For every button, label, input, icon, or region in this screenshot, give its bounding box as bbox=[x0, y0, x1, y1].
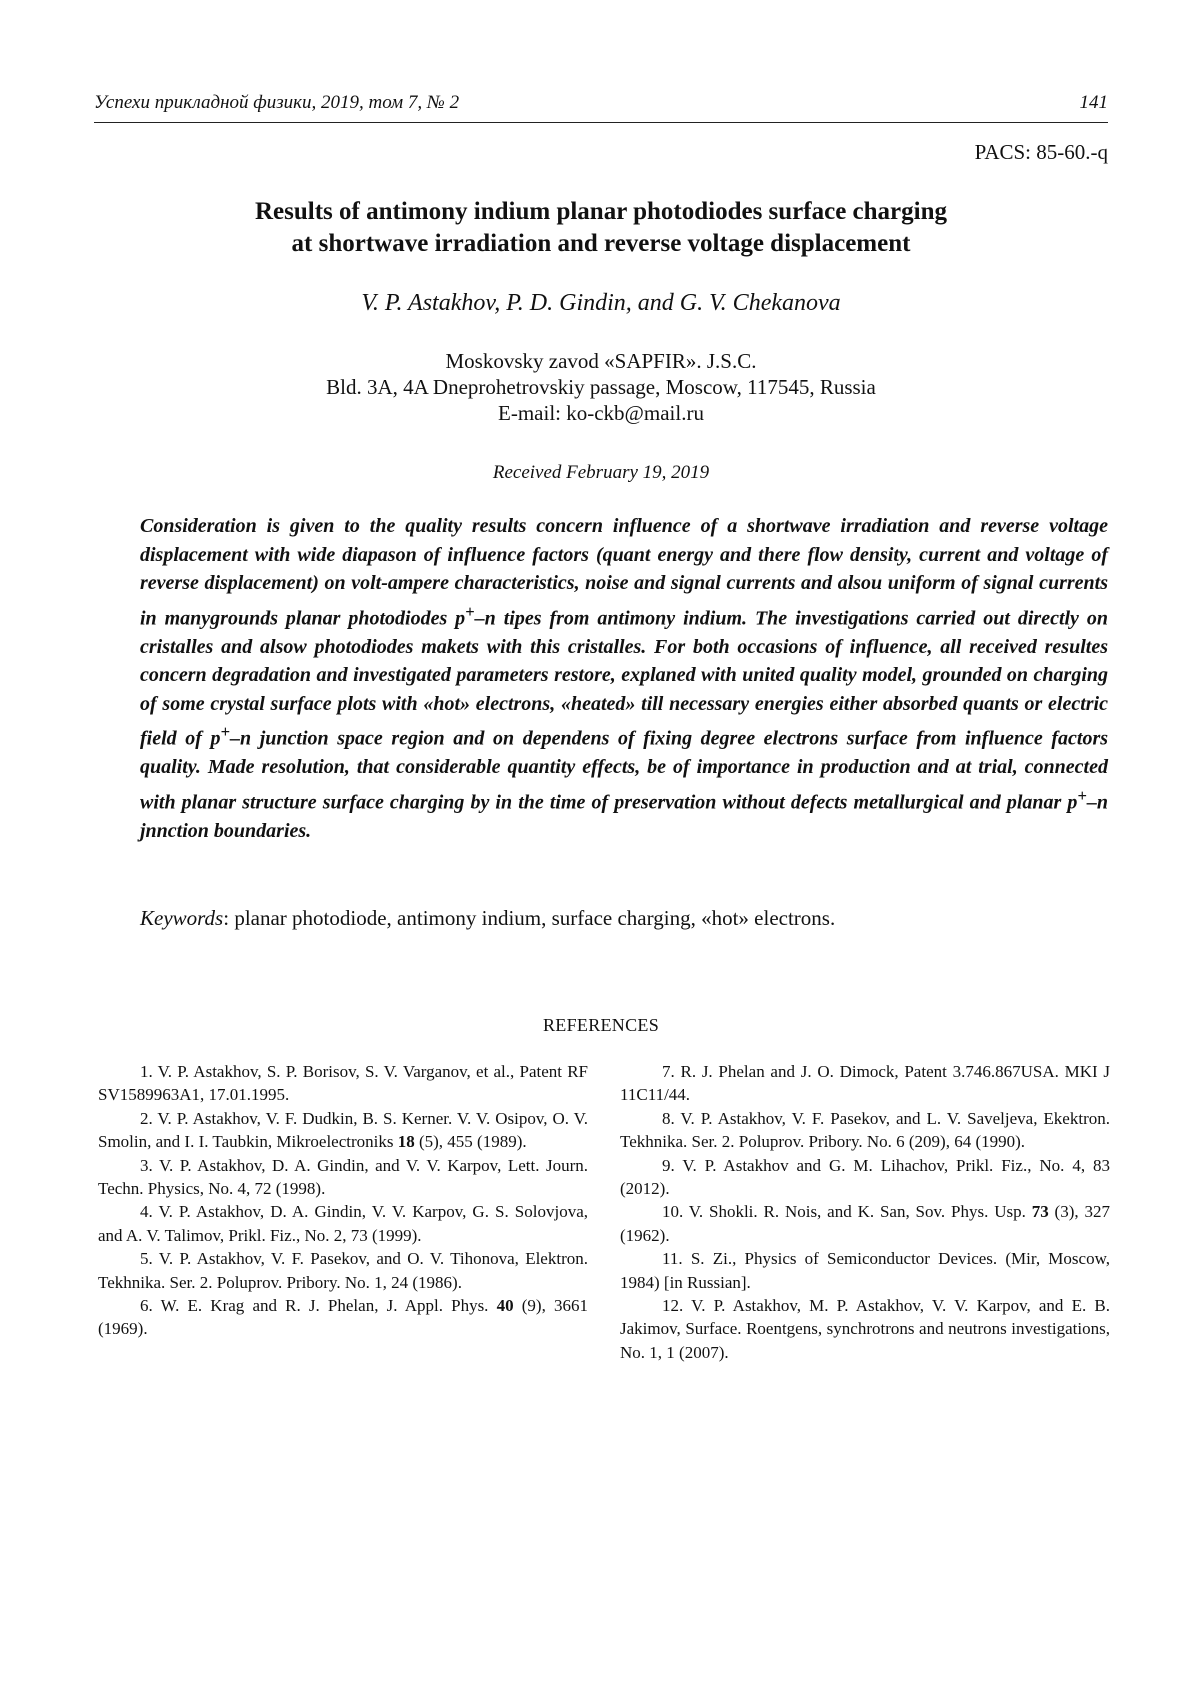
keywords bbox=[140, 906, 1108, 931]
affiliation-email: E-mail: ko-ckb@mail.ru bbox=[94, 400, 1108, 426]
abstract-part-2: –n tipes from antimony indium. The investigations carried out directly on cristalles and alsow photodiodes makets with this cristalles. For both occasions of influence, all received resultes concern degradation and investigated parameters restore, explaned with united quality model, grounded on charging of some crystal surface plots with «hot» electrons, «heated» till necessary energies either absorbed quants or electric field of p bbox=[140, 607, 1108, 750]
keywords-label: Keywords bbox=[140, 906, 223, 930]
article-title bbox=[94, 196, 1108, 260]
reference-text: 6. W. E. Krag and R. J. Phelan, J. Appl. Phys. bbox=[140, 1296, 497, 1315]
received-date: Received February 19, 2019 bbox=[94, 462, 1108, 484]
reference-text: 10. V. Shokli. R. Nois, and K. San, Sov. Phys. Usp. bbox=[662, 1202, 1032, 1221]
abstract bbox=[140, 512, 1108, 845]
affiliation-organization: Moskovsky zavod «SAPFIR». J.S.C. bbox=[94, 348, 1108, 374]
reference-volume: 40 bbox=[497, 1296, 514, 1315]
affiliation-address: Bld. 3A, 4A Dneprohetrovskiy passage, Moscow, 117545, Russia bbox=[94, 374, 1108, 400]
references-column-right bbox=[620, 1060, 1110, 1364]
reference-item: 4. V. P. Astakhov, D. A. Gindin, V. V. Karpov, G. S. Solovjova, and A. V. Talimov, Prikl. Fiz., No. 2, 73 (1999). bbox=[98, 1200, 588, 1247]
reference-item: 9. V. P. Astakhov and G. M. Lihachov, Prikl. Fiz., No. 4, 83 (2012). bbox=[620, 1154, 1110, 1201]
reference-item: 1. V. P. Astakhov, S. P. Borisov, S. V. Varganov, et al., Patent RF SV1589963A1, 17.01.1995. bbox=[98, 1060, 588, 1107]
affiliation bbox=[94, 348, 1108, 426]
abstract-superscript-2: + bbox=[221, 722, 231, 741]
reference-item bbox=[98, 1107, 588, 1154]
reference-item: 12. V. P. Astakhov, M. P. Astakhov, V. V. Karpov, and E. B. Jakimov, Surface. Roentgens, synchrotrons and neutrons investigations, No. 1, 1 (2007). bbox=[620, 1294, 1110, 1364]
reference-item bbox=[620, 1200, 1110, 1247]
author-list: V. P. Astakhov, P. D. Gindin, and G. V. Chekanova bbox=[94, 290, 1108, 317]
abstract-superscript-1: + bbox=[465, 602, 475, 621]
title-line-2: at shortwave irradiation and reverse voltage displacement bbox=[94, 228, 1108, 260]
reference-text: (3), 327 (1962). bbox=[620, 1202, 1110, 1244]
reference-item: 8. V. P. Astakhov, V. F. Pasekov, and L. V. Saveljeva, Ekektron. Tekhnika. Ser. 2. Poluprov. Pribory. No. 6 (209), 64 (1990). bbox=[620, 1107, 1110, 1154]
reference-item: 11. S. Zi., Physics of Semiconductor Devices. (Mir, Moscow, 1984) [in Russian]. bbox=[620, 1247, 1110, 1294]
journal-page bbox=[0, 0, 1200, 1698]
abstract-part-3: –n junction space region and on dependens of fixing degree electrons surface from influence factors quality. Made resolution, that considerable quantity effects, be of importance in production and at trial, connected with planar structure surface charging by in the time of preservation without defects metallurgical and planar p bbox=[140, 728, 1108, 814]
reference-text: (5), 455 (1989). bbox=[415, 1132, 527, 1151]
references-heading: REFERENCES bbox=[94, 1015, 1108, 1036]
title-line-1: Results of antimony indium planar photodiodes surface charging bbox=[94, 196, 1108, 228]
reference-item bbox=[98, 1294, 588, 1341]
abstract-part-1: Consideration is given to the quality results concern influence of a shortwave irradiation and reverse voltage displacement with wide diapason of influence factors (quant energy and there flow density, current and voltage of reverse displacement) on volt-ampere characteristics, noise and signal currents and alsou uniform of signal currents in manygrounds planar photodiodes p bbox=[140, 515, 1108, 629]
reference-volume: 73 bbox=[1032, 1202, 1049, 1221]
journal-citation: Успехи прикладной физики, 2019, том 7, № 2 bbox=[94, 92, 459, 114]
reference-text: (9), 3661 (1969). bbox=[98, 1296, 588, 1338]
reference-text: 2. V. P. Astakhov, V. F. Dudkin, B. S. Kerner. V. V. Osipov, O. V. Smolin, and I. I. Taubkin, Mikroelectroniks bbox=[98, 1109, 588, 1151]
reference-volume: 18 bbox=[398, 1132, 415, 1151]
keywords-text: planar photodiode, antimony indium, surface charging, «hot» electrons. bbox=[234, 906, 835, 930]
pacs-code: PACS: 85-60.-q bbox=[975, 140, 1108, 165]
reference-item: 5. V. P. Astakhov, V. F. Pasekov, and O. V. Tihonova, Elektron. Tekhnika. Ser. 2. Poluprov. Pribory. No. 1, 24 (1986). bbox=[98, 1247, 588, 1294]
keywords-separator: : bbox=[223, 906, 234, 930]
abstract-part-4: –n jnnction boundaries. bbox=[140, 791, 1108, 842]
page-number: 141 bbox=[1080, 92, 1109, 114]
running-header bbox=[94, 92, 1108, 123]
reference-item: 3. V. P. Astakhov, D. A. Gindin, and V. V. Karpov, Lett. Journ. Techn. Physics, No. 4, 72 (1998). bbox=[98, 1154, 588, 1201]
references-column-left bbox=[98, 1060, 588, 1341]
reference-item: 7. R. J. Phelan and J. O. Dimock, Patent 3.746.867USA. MKI J 11C11/44. bbox=[620, 1060, 1110, 1107]
abstract-superscript-3: + bbox=[1077, 786, 1087, 805]
